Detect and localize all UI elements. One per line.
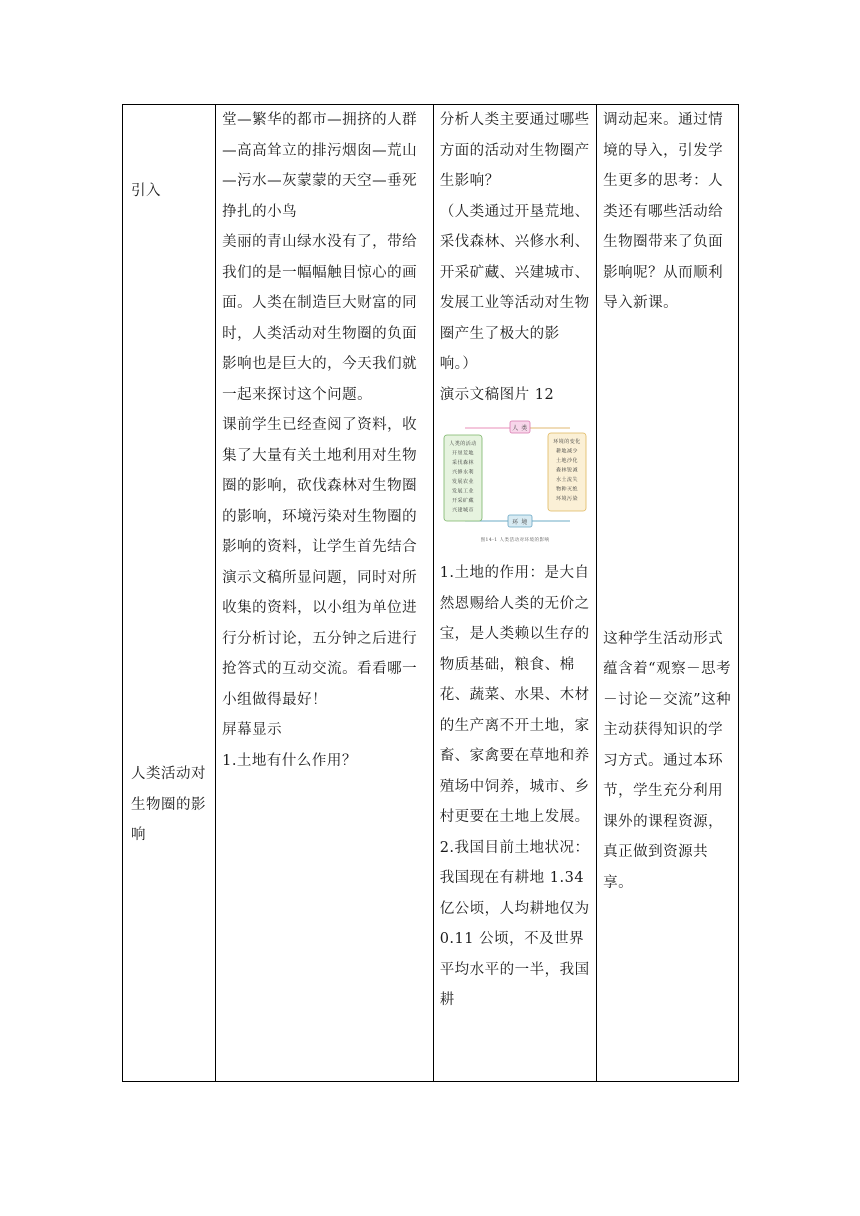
diagram-line-label: 水土流失 [555, 477, 578, 483]
intent-paragraph: 这种学生活动形式蕴含着“观察－思考－讨论－交流”这种主动获得知识的学习方式。通过本环节，学生充分利用课外的课程资源，真正做到资源共享。 [603, 630, 732, 891]
diagram-line-label: 环境的变化 [552, 439, 581, 445]
teacher-activity-cell [216, 105, 434, 1082]
teacher-paragraph: 1.土地有什么作用？ [222, 752, 357, 769]
environment-node-label: 环 境 [511, 519, 528, 526]
teacher-paragraph: 屏幕显示 [222, 722, 283, 738]
student-activity-cell [433, 105, 596, 1082]
student-paragraph: 1.土地的作用：是大自然恩赐给人类的无价之宝，是人类赖以生存的物质基础，粮食、棉花、蔬菜、水果、木材的生产离不开土地，家畜、家禽要在草地和养殖场中饲养，城市、乡村更要在土地上发展。 [439, 565, 590, 825]
human-node-label: 人 类 [511, 425, 528, 432]
student-paragraph: 2.我国目前土地状况：我国现在有耕地 1.34 亿公顷，人均耕地仅为 0.11 公顷，不及世界平均水平的一半，我国耕 [439, 839, 590, 1008]
intent-paragraph: 调动起来。通过情境的导入，引发学生更多的思考：人类还有哪些活动给生物圈带来了负面影响呢？从而顺利导入新课。 [603, 112, 724, 311]
diagram-line-label: 物种灭绝 [555, 486, 578, 493]
stage-label-main [131, 759, 217, 851]
design-intent-cell [597, 105, 739, 1082]
diagram-line-label: 土地沙化 [555, 458, 578, 464]
diagram-line-label: 兴修水利 [451, 469, 474, 476]
lesson-plan-table [122, 104, 739, 1082]
diagram-line-label: 人类的活动 [448, 441, 477, 447]
diagram-line-label: 环境污染 [555, 496, 578, 502]
stage-label-main-line: 生物圈的影 [131, 796, 206, 813]
stage-label-intro: 引入 [131, 183, 161, 199]
environment-change-lines [553, 438, 581, 502]
diagram-line-label: 发展农业 [451, 479, 474, 485]
diagram-line-label: 森林锐减 [555, 467, 578, 474]
teacher-paragraph: 堂—繁华的都市—拥挤的人群—高高耸立的排污烟囱—荒山—污水—灰蒙蒙的天空—垂死挣扎的小鸟 [222, 112, 418, 220]
diagram-line-label: 兴建城市 [451, 507, 474, 514]
diagram-line-label: 开采矿藏 [451, 498, 474, 504]
diagram-line-label: 耕地减少 [555, 448, 578, 455]
teacher-paragraph: 美丽的青山绿水没有了，带给我们的是一幅幅触目惊心的画面。人类在制造巨大财富的同时，人类活动对生物圈的负面影响也是巨大的，今天我们就一起来探讨这个问题。 [222, 234, 418, 403]
student-paragraph: 演示文稿图片 12 [439, 386, 555, 403]
stage-label-main-line: 人类活动对 [131, 766, 206, 782]
diagram-line-label: 开垦荒地 [451, 450, 474, 457]
stage-label-main-line: 响 [131, 827, 146, 843]
student-paragraph: （人类通过开垦荒地、采伐森林、兴修水利、开采矿藏、兴建城市、发展工业等活动对生物圈产生了极大的影响。） [439, 203, 590, 372]
stage-label-cell [123, 105, 216, 1082]
figure-caption: 图14-1 人类活动对环境的影响 [480, 538, 550, 543]
table-row [123, 105, 739, 1082]
human-environment-diagram [440, 417, 590, 547]
diagram-line-label: 采伐森林 [451, 460, 474, 466]
student-paragraph: 分析人类主要通过哪些方面的活动对生物圈产生影响？ [439, 112, 590, 189]
diagram-line-label: 发展工业 [451, 488, 474, 495]
teacher-paragraph: 课前学生已经查阅了资料，收集了大量有关土地利用对生物圈的影响，砍伐森林对生物圈的影响，环境污染对生物圈的影响的资料，让学生首先结合演示文稿所显问题，同时对所收集的资料，以小组为单位进行分析讨论，五分钟之后进行抢答式的互动交流。看看哪一小组做得最好！ [222, 417, 418, 708]
